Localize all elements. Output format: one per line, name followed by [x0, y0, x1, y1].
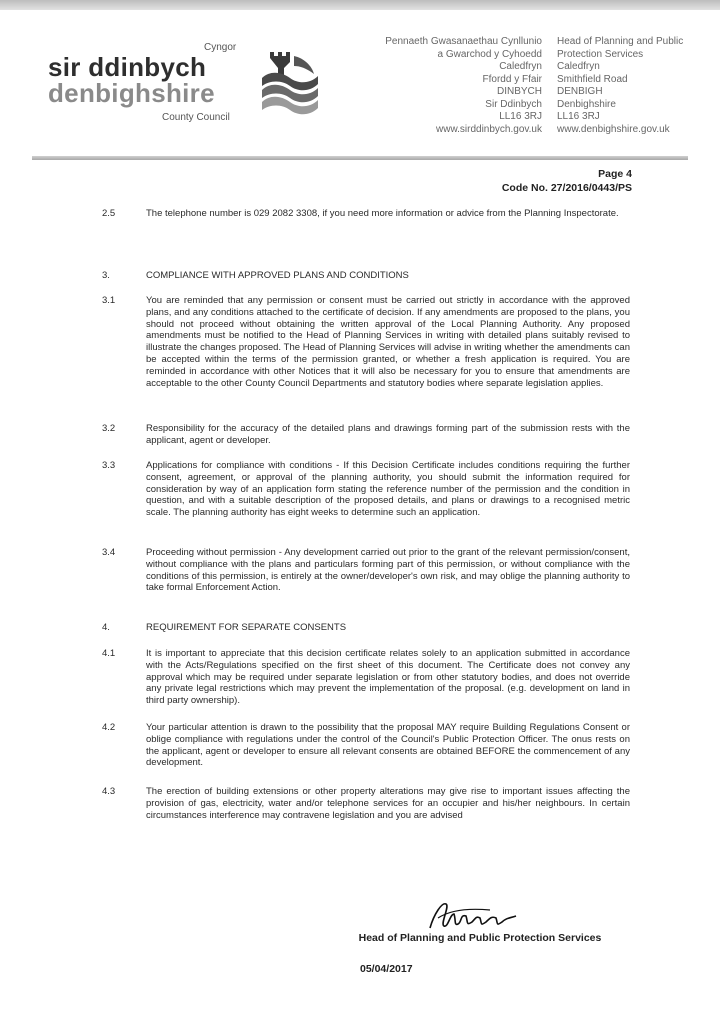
- council-logo: [30, 20, 330, 130]
- section-heading: COMPLIANCE WITH APPROVED PLANS AND CONDITIONS: [146, 270, 409, 281]
- section-number: 4.3: [102, 786, 116, 797]
- signoff-date: 05/04/2017: [360, 963, 413, 975]
- section-number: 3.4: [102, 547, 116, 558]
- code-number: Code No. 27/2016/0443/PS: [501, 182, 632, 194]
- top-edge-bar: [0, 0, 720, 10]
- address-line: Protection Services: [557, 48, 644, 60]
- section-text: The erection of building extensions or other property alterations may give rise to important issues affecting the provision of gas, electricity, water and/or telephone services for an occupier and his/her neighbours. In certain circumstances interference may contravene legislation and you are advised: [146, 786, 630, 821]
- section-text: Applications for compliance with conditions - If this Decision Certificate includes conditions requiring the further consent, agreement, or approval of the planning authority, you should submit the information required for consideration by way of an application form stating the reference number of the permission and the condition in question, and with a suitable description of the proposed details, and plans or drawings to a recognised metric scale. The planning authority has eight weeks to determine such an application.: [146, 460, 630, 519]
- welsh-address-block: [330, 36, 542, 136]
- address-line: Ffordd y Ffair: [482, 73, 542, 85]
- section-text: Responsibility for the accuracy of the detailed plans and drawings forming part of the submission rests with the applicant, agent or developer.: [146, 423, 630, 446]
- section-text: Proceeding without permission - Any development carried out prior to the grant of the relevant permission/consent, without compliance with the plans and particulars forming part of this permission, or without compliance with the conditions of this permission, is entirely at the owner/developer's own risk, and may oblige the planning authority to take formal Enforcement Action.: [146, 547, 630, 594]
- signatory-title: Head of Planning and Public Protection Services: [358, 932, 602, 944]
- page-number: Page 4: [598, 168, 632, 180]
- section-number: 4.: [102, 622, 110, 633]
- section-text: It is important to appreciate that this decision certificate relates solely to an application submitted in accordance with the Acts/Regulations specified on the first sheet of this document. The Certificate does not convey any approval which may be required under separate legislation or from other statutory bodies, and does not override any private legal restrictions which may prevent the implementation of the proposal. (e.g. development on land in third party ownership).: [146, 648, 630, 707]
- section-number: 3.2: [102, 423, 116, 434]
- address-line: LL16 3RJ: [557, 111, 600, 122]
- section-number: 4.2: [102, 722, 116, 733]
- address-line: Caledfryn: [499, 61, 542, 72]
- logo-welsh-name: sir ddinbych: [48, 52, 207, 82]
- section-number: 3.: [102, 270, 110, 281]
- website-link[interactable]: www.sirddinbych.gov.uk: [436, 123, 542, 135]
- address-line: LL16 3RJ: [499, 111, 542, 122]
- english-address-block: [557, 36, 707, 136]
- address-line: DENBIGH: [557, 86, 603, 97]
- address-line: DINBYCH: [496, 86, 542, 97]
- address-line: Denbighshire: [557, 98, 616, 110]
- section-number: 4.1: [102, 648, 116, 659]
- address-line: Sir Ddinbych: [485, 98, 542, 110]
- section-text: The telephone number is 029 2082 3308, if you need more information or advice from the Planning Inspectorate.: [146, 208, 619, 219]
- section-number: 3.3: [102, 460, 116, 471]
- section-number: 2.5: [102, 208, 116, 219]
- header-divider: [32, 156, 688, 160]
- logo-county-council: County Council: [162, 112, 230, 123]
- address-line: Head of Planning and Public: [557, 36, 684, 47]
- castle-wave-emblem-icon: [256, 48, 324, 118]
- website-link[interactable]: www.denbighshire.gov.uk: [557, 123, 670, 135]
- logo-cyngor-text: Cyngor: [204, 42, 237, 53]
- address-line: a Gwarchod y Cyhoedd: [437, 48, 542, 60]
- address-line: Caledfryn: [557, 61, 600, 72]
- logo-english-name: denbighshire: [48, 78, 215, 108]
- section-text: You are reminded that any permission or consent must be carried out strictly in accordance with the approved plans, and any conditions attached to the certificate of decision. If any amendments are proposed to the plans, you should not proceed without obtaining the written approval of the Local Planning Authority. Any proposed amendments must be notified to the Head of Planning Services in writing with detailed plans suitably revised to illustrate the changes proposed. The Head of Planning Services will advise in writing whether the amendments can be accepted within the terms of the permission granted, or whether a fresh application is required. You are reminded in accordance with other Notices that it will also be necessary for you to ensure that amendments are acceptable to the other County Council Departments and statutory bodies where separate legislation applies.: [146, 295, 630, 389]
- section-number: 3.1: [102, 295, 116, 306]
- address-line: Smithfield Road: [557, 73, 628, 85]
- address-line: Pennaeth Gwasanaethau Cynllunio: [385, 36, 542, 47]
- section-heading: REQUIREMENT FOR SEPARATE CONSENTS: [146, 622, 347, 633]
- page-info: [502, 167, 632, 195]
- handwritten-signature: [420, 896, 540, 936]
- section-text: Your particular attention is drawn to the possibility that the proposal MAY require Building Regulations Consent or oblige compliance with regulations under the control of the Council's Public Protection Officer. The onus rests on the applicant, agent or developer to ensure all relevant consents are obtained BEFORE the commencement of any development.: [146, 722, 630, 769]
